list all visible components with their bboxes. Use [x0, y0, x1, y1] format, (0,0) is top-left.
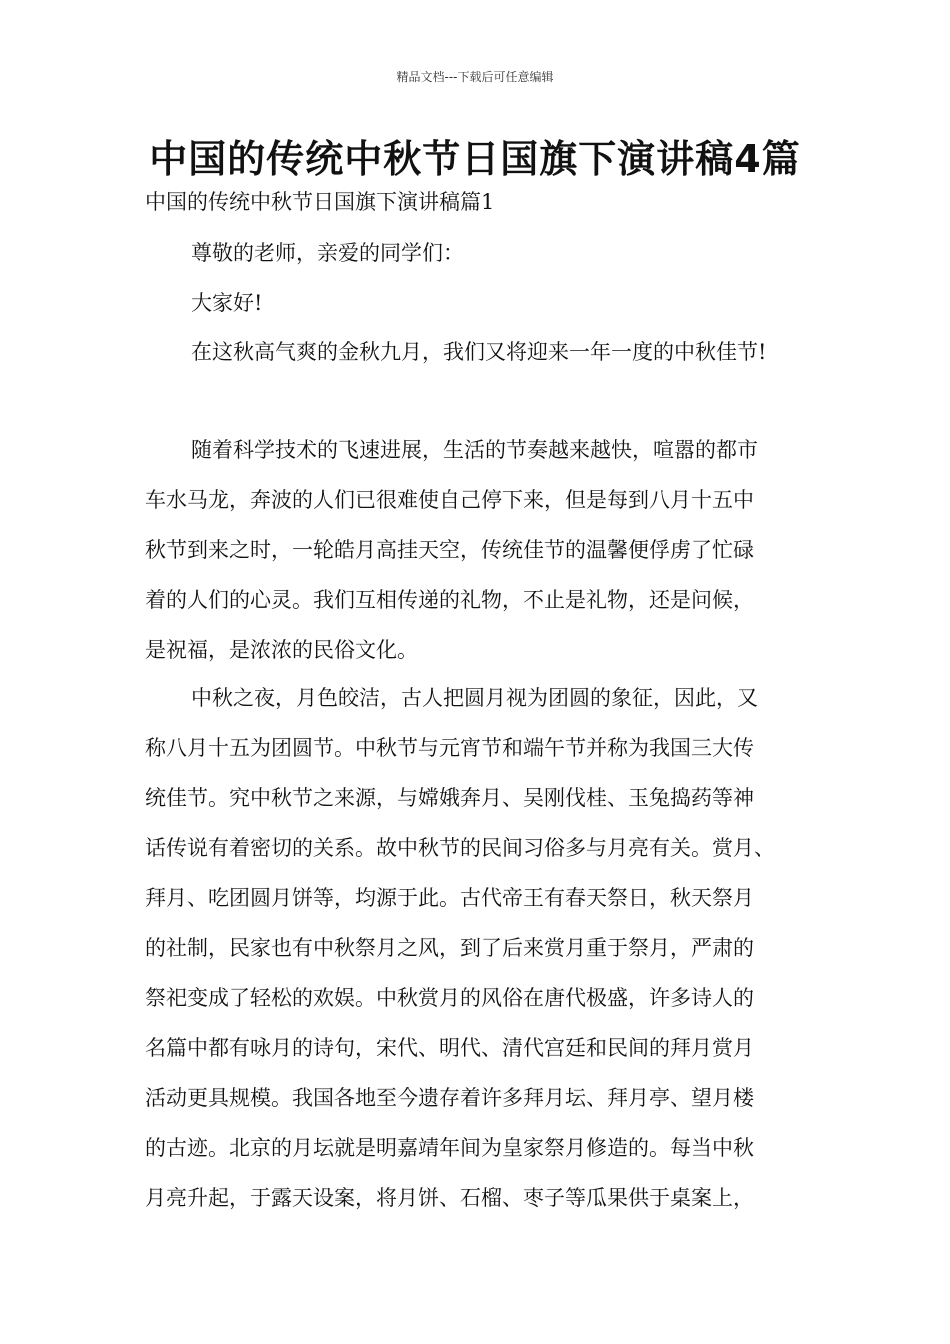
section-heading: 中国的传统中秋节日国旗下演讲稿篇1 [145, 190, 495, 214]
paragraph-line: 着的人们的心灵。我们互相传递的礼物，不止是礼物，还是问候， [145, 588, 754, 612]
paragraph-2 [145, 673, 815, 1223]
paragraph-line: 拜月、吃团圆月饼等，均源于此。古代帝王有春天祭日，秋天祭月 [145, 886, 754, 910]
paragraph-line: 活动更具规模。我国各地至今遗存着许多拜月坛、拜月亭、望月楼 [145, 1086, 754, 1110]
paragraph-line: 中秋之夜，月色皎洁，古人把圆月视为团圆的象征，因此，又 [191, 686, 758, 710]
header-note: 精品文档---下载后可任意编辑 [396, 70, 554, 84]
hello-paragraph: 大家好! [191, 291, 263, 315]
paragraph-line: 话传说有着密切的关系。故中秋节的民间习俗多与月亮有关。赏月、 [145, 836, 775, 860]
paragraph-1 [145, 425, 815, 675]
greeting-paragraph: 尊敬的老师，亲爱的同学们： [191, 241, 464, 265]
paragraph-line: 统佳节。究中秋节之来源，与嫦娥奔月、吴刚伐桂、玉兔捣药等神 [145, 786, 754, 810]
paragraph-line: 是祝福，是浓浓的民俗文化。 [145, 638, 418, 662]
paragraph-line: 祭祀变成了轻松的欢娱。中秋赏月的风俗在唐代极盛，许多诗人的 [145, 986, 754, 1010]
paragraph-line: 车水马龙，奔波的人们已很难使自己停下来，但是每到八月十五中 [145, 488, 754, 512]
paragraph-line: 名篇中都有咏月的诗句，宋代、明代、清代宫廷和民间的拜月赏月 [145, 1036, 754, 1060]
paragraph-line: 称八月十五为团圆节。中秋节与元宵节和端午节并称为我国三大传 [145, 736, 754, 760]
intro-paragraph: 在这秋高气爽的金秋九月，我们又将迎来一年一度的中秋佳节! [191, 340, 767, 364]
paragraph-line: 月亮升起，于露天设案，将月饼、石榴、枣子等瓜果供于桌案上， [145, 1186, 754, 1210]
paragraph-line: 随着科学技术的飞速进展，生活的节奏越来越快，喧嚣的都市 [191, 438, 758, 462]
paragraph-line: 秋节到来之时，一轮皓月高挂天空，传统佳节的温馨便俘虏了忙碌 [145, 538, 754, 562]
paragraph-line: 的古迹。北京的月坛就是明嘉靖年间为皇家祭月修造的。每当中秋 [145, 1136, 754, 1160]
paragraph-line: 的社制，民家也有中秋祭月之风，到了后来赏月重于祭月，严肃的 [145, 936, 754, 960]
document-title: 中国的传统中秋节日国旗下演讲稿4篇 [149, 137, 801, 181]
